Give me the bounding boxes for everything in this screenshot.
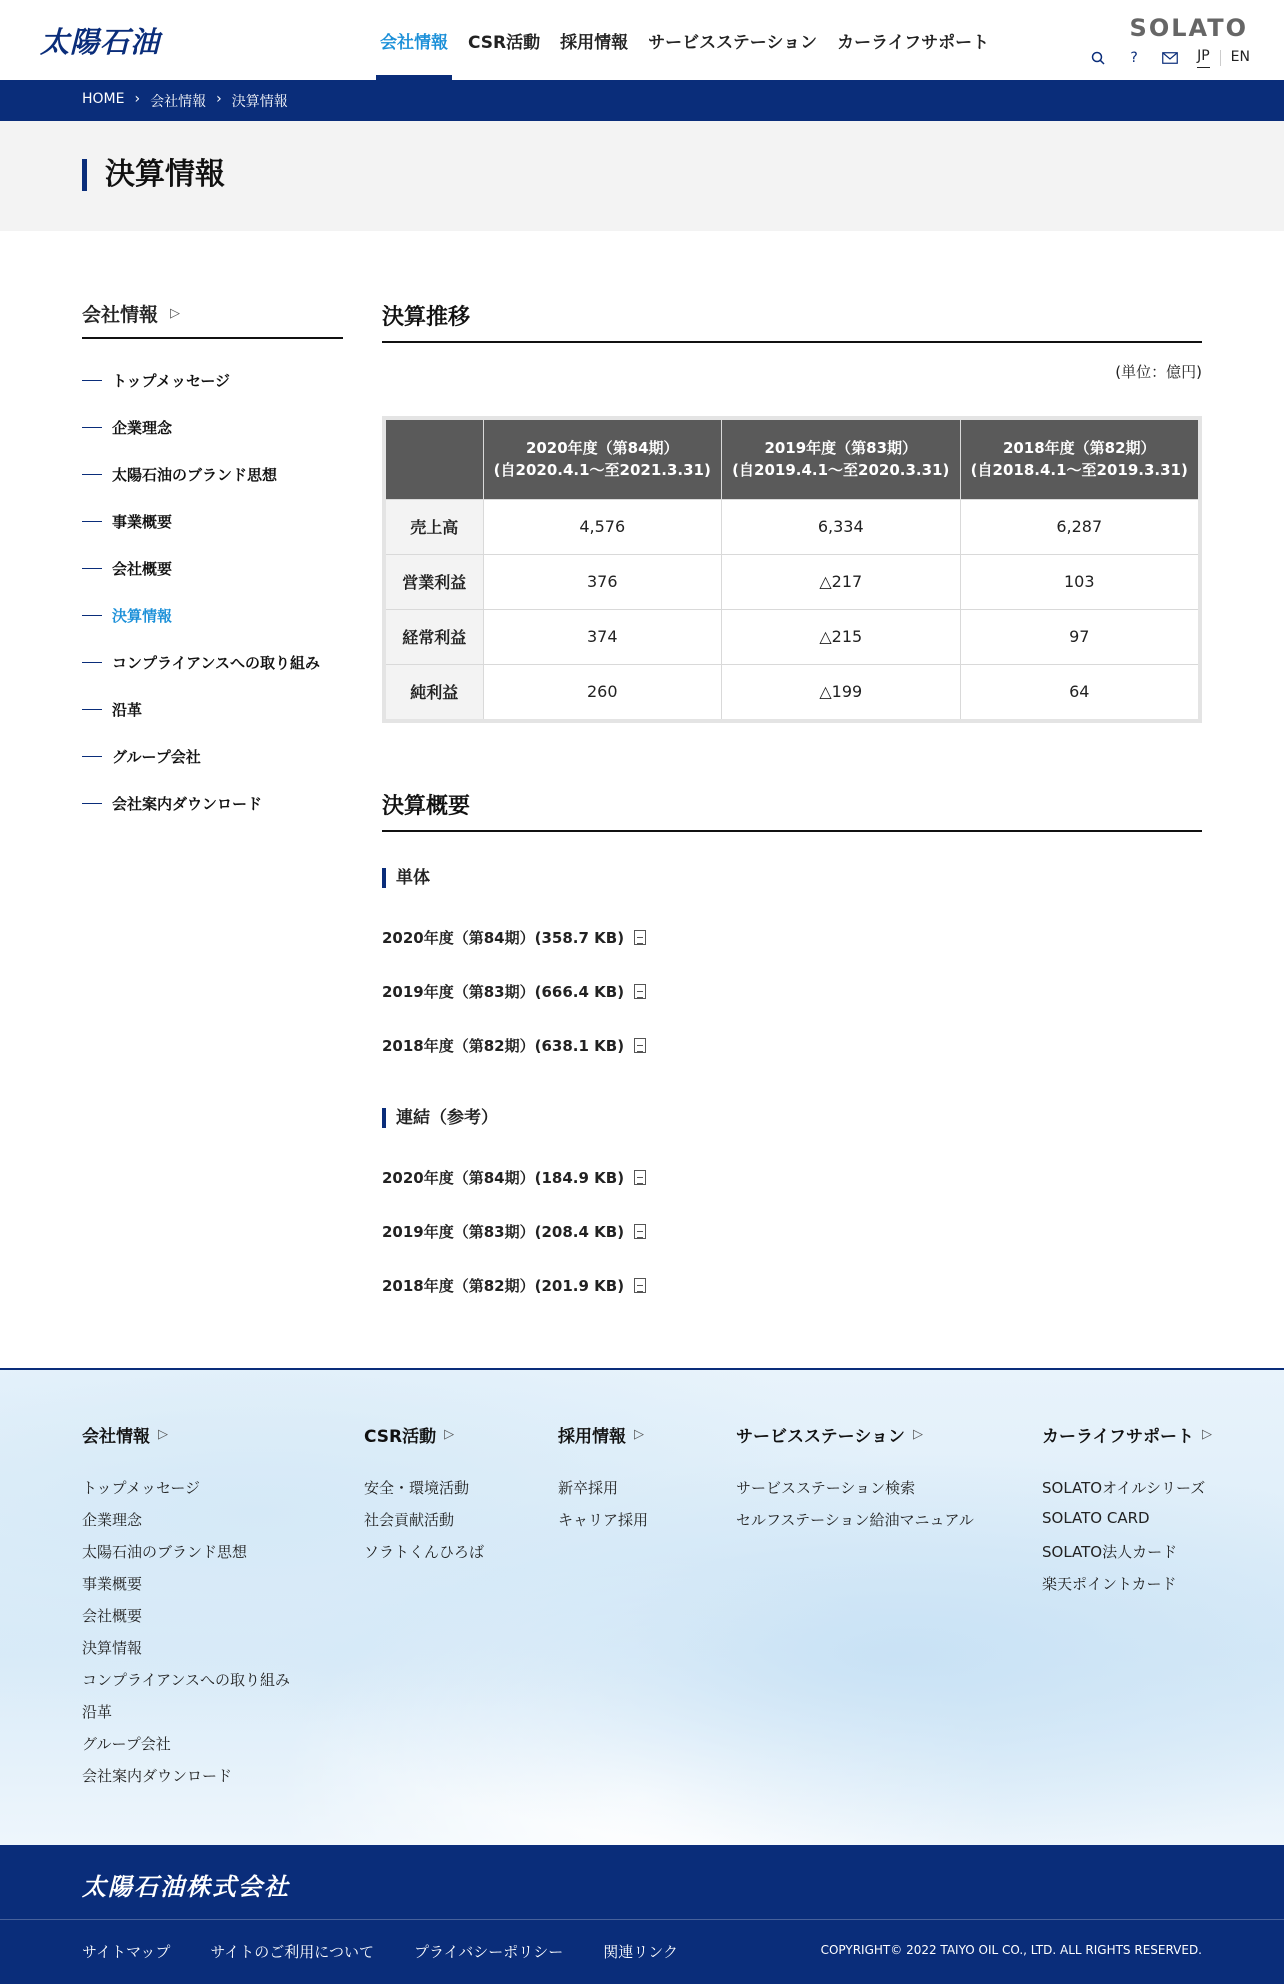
- breadcrumb-company[interactable]: 会社情報: [150, 94, 207, 110]
- sidebar-item[interactable]: [82, 780, 343, 827]
- page-title: 決算情報: [82, 159, 225, 191]
- triangle-right-icon: ▷: [912, 1427, 923, 1442]
- site-logo[interactable]: 太陽石油: [40, 25, 161, 59]
- results-table-wrap: [382, 416, 1202, 723]
- footer-sitemap-link[interactable]: サイトマップ: [82, 1943, 171, 1961]
- gnav-csr[interactable]: CSR活動: [468, 33, 541, 53]
- pdf-download-link[interactable]: [382, 1150, 1202, 1204]
- results-table: [386, 420, 1198, 719]
- solato-logo[interactable]: SOLATO: [1129, 14, 1248, 42]
- table-column-header: [483, 420, 722, 499]
- pdf-icon: [634, 1224, 646, 1239]
- help-icon[interactable]: ?: [1130, 50, 1138, 66]
- chevron-right-icon: ›: [134, 91, 141, 107]
- footer-link[interactable]: グループ会社: [82, 1735, 171, 1753]
- footer-link[interactable]: コンプライアンスへの取り組み: [82, 1671, 291, 1689]
- sidebar-item[interactable]: [82, 451, 343, 498]
- column-year: 2019年度（第83期）: [764, 439, 918, 458]
- global-nav: [370, 0, 999, 80]
- pdf-download-link[interactable]: [382, 964, 1202, 1018]
- pdf-icon: [634, 1278, 646, 1293]
- standalone-heading: 単体: [382, 868, 1202, 888]
- footer-divider: [0, 1919, 1284, 1920]
- sidebar-item[interactable]: [82, 639, 343, 686]
- standalone-download-list: [382, 910, 1202, 1072]
- column-year: 2020年度（第84期）: [525, 439, 679, 458]
- column-year: 2018年度（第82期）: [1002, 439, 1156, 458]
- sidebar-item-label: 沿革: [112, 701, 143, 719]
- table-cell: 260: [483, 664, 722, 719]
- footer-link[interactable]: SOLATO CARD: [1042, 1509, 1150, 1527]
- table-row: [386, 554, 1198, 609]
- footer-link[interactable]: 企業理念: [82, 1511, 143, 1529]
- dash-icon: [82, 427, 102, 428]
- pdf-link-label: 2019年度（第83期）(208.4 KB): [382, 1222, 625, 1241]
- sidebar-item-label: 会社案内ダウンロード: [112, 795, 263, 813]
- footer-heading-label: サービスステーション: [736, 1427, 905, 1447]
- pdf-download-link[interactable]: [382, 1018, 1202, 1072]
- footer-column-service-station: [736, 1422, 974, 1541]
- sidebar-list: [82, 357, 343, 827]
- table-column-header: [960, 420, 1198, 499]
- table-row: [386, 664, 1198, 719]
- table-cell: △217: [722, 554, 961, 609]
- pdf-icon: [634, 1038, 646, 1053]
- table-cell: 6,287: [960, 499, 1198, 554]
- row-label: 純利益: [386, 664, 483, 719]
- row-label: 売上高: [386, 499, 483, 554]
- dash-icon: [82, 709, 102, 710]
- breadcrumb-bar: [0, 80, 1284, 121]
- footer-privacy-link[interactable]: プライバシーポリシー: [414, 1943, 564, 1961]
- dash-icon: [82, 662, 102, 663]
- table-corner-cell: [386, 420, 483, 499]
- breadcrumb-home[interactable]: HOME: [82, 91, 125, 107]
- dash-icon: [82, 756, 102, 757]
- dash-icon: [82, 474, 102, 475]
- footer-link[interactable]: 太陽石油のブランド思想: [82, 1543, 248, 1561]
- footer-utility-links: [82, 1941, 678, 1962]
- footer-terms-link[interactable]: サイトのご利用について: [210, 1943, 375, 1961]
- footer-link[interactable]: SOLATO法人カード: [1042, 1543, 1178, 1561]
- table-row: [386, 499, 1198, 554]
- sidebar-heading-label: 会社情報: [82, 304, 159, 326]
- footer-column-heading[interactable]: [364, 1422, 484, 1447]
- summary-section: [382, 789, 1202, 1312]
- table-cell: 97: [960, 609, 1198, 664]
- copyright: COPYRIGHT© 2022 TAIYO OIL CO., LTD. ALL RIGHTS RESERVED.: [820, 1943, 1202, 1957]
- footer-link-list: [364, 1477, 484, 1573]
- dash-icon: [82, 380, 102, 381]
- sidebar-heading[interactable]: [82, 300, 343, 339]
- sidebar-item-label: グループ会社: [112, 748, 201, 766]
- footer-column-heading[interactable]: [1042, 1422, 1212, 1447]
- footer-link[interactable]: 社会貢献活動: [364, 1511, 455, 1529]
- footer-link-list: [82, 1477, 290, 1797]
- table-row: [386, 609, 1198, 664]
- triangle-right-icon: ▷: [1201, 1427, 1212, 1442]
- footer-link[interactable]: セルフステーション給油マニュアル: [736, 1511, 974, 1529]
- dash-icon: [82, 615, 102, 616]
- footer-link[interactable]: 新卒採用: [558, 1479, 619, 1497]
- footer-column-heading[interactable]: [736, 1422, 974, 1447]
- footer-nav: [0, 1368, 1284, 1845]
- sidebar-item-label: 決算情報: [112, 607, 173, 625]
- main-content: [382, 300, 1202, 1312]
- footer-column-csr: [364, 1422, 484, 1573]
- sidebar-item[interactable]: [82, 545, 343, 592]
- lang-en[interactable]: EN: [1230, 48, 1250, 65]
- sidebar-item-label: トップメッセージ: [112, 372, 231, 390]
- footer-heading-label: 採用情報: [558, 1427, 626, 1447]
- table-cell: 103: [960, 554, 1198, 609]
- triangle-right-icon: ▷: [634, 1427, 644, 1442]
- gnav-company[interactable]: 会社情報: [370, 0, 458, 80]
- sidebar-item[interactable]: [82, 357, 343, 404]
- footer-column-carlife: [1042, 1422, 1212, 1605]
- lang-jp[interactable]: JP: [1197, 48, 1210, 68]
- triangle-right-icon: ▷: [158, 1427, 168, 1442]
- footer-link[interactable]: 事業概要: [82, 1575, 143, 1593]
- header-utilities: [1089, 48, 1250, 68]
- table-cell: 6,334: [722, 499, 961, 554]
- footer-link-list: [1042, 1477, 1212, 1605]
- footer-related-link[interactable]: 関連リンク: [603, 1943, 678, 1961]
- sidebar-item[interactable]: [82, 733, 343, 780]
- results-section-title: 決算推移: [382, 300, 1202, 343]
- breadcrumb-current: 決算情報: [231, 94, 288, 110]
- mail-icon[interactable]: [1161, 49, 1179, 67]
- pdf-download-link[interactable]: [382, 910, 1202, 964]
- pdf-link-label: 2018年度（第82期）(201.9 KB): [382, 1276, 625, 1295]
- dash-icon: [82, 568, 102, 569]
- pdf-link-label: 2020年度（第84期）(184.9 KB): [382, 1168, 625, 1187]
- table-cell: △199: [722, 664, 961, 719]
- pdf-icon: [634, 984, 646, 999]
- sidebar-item[interactable]: [82, 404, 343, 451]
- table-cell: 64: [960, 664, 1198, 719]
- sidebar-item[interactable]: [82, 498, 343, 545]
- lang-divider: [1220, 50, 1221, 66]
- footer-link[interactable]: 楽天ポイントカード: [1042, 1575, 1177, 1593]
- footer-heading-label: CSR活動: [364, 1427, 437, 1447]
- footer-link[interactable]: SOLATOオイルシリーズ: [1042, 1479, 1206, 1497]
- gnav-recruit[interactable]: 採用情報: [560, 33, 629, 53]
- sidebar-item[interactable]: [82, 686, 343, 733]
- footer-bottom: [0, 1845, 1284, 1984]
- sidebar-item-label: 太陽石油のブランド思想: [112, 466, 278, 484]
- pdf-link-label: 2019年度（第83期）(666.4 KB): [382, 982, 625, 1001]
- pdf-download-link[interactable]: [382, 1204, 1202, 1258]
- triangle-right-icon: ▷: [444, 1427, 455, 1442]
- sidebar-item-label: 会社概要: [112, 560, 173, 578]
- chevron-right-icon: ›: [216, 91, 222, 107]
- consolidated-heading: 連結（参考）: [382, 1108, 1202, 1128]
- breadcrumb: [82, 91, 288, 111]
- column-period: (自2020.4.1〜至2021.3.31): [493, 461, 711, 480]
- pdf-link-label: 2020年度（第84期）(358.7 KB): [382, 928, 625, 947]
- footer-link[interactable]: 決算情報: [82, 1639, 143, 1657]
- row-label: 営業利益: [386, 554, 483, 609]
- dash-icon: [82, 521, 102, 522]
- footer-link[interactable]: ソラトくんひろば: [364, 1543, 485, 1561]
- column-period: (自2018.4.1〜至2019.3.31): [970, 461, 1188, 480]
- page-title-band: [0, 121, 1284, 231]
- footer-column-company: [82, 1422, 290, 1797]
- company-logo[interactable]: 太陽石油株式会社: [82, 1873, 290, 1901]
- table-cell: 374: [483, 609, 722, 664]
- table-column-header: [722, 420, 961, 499]
- pdf-download-link[interactable]: [382, 1258, 1202, 1312]
- footer-link[interactable]: 会社案内ダウンロード: [82, 1767, 233, 1785]
- sidebar-item-active[interactable]: [82, 592, 343, 639]
- table-cell: △215: [722, 609, 961, 664]
- column-period: (自2019.4.1〜至2020.3.31): [732, 461, 950, 480]
- footer-link[interactable]: 安全・環境活動: [364, 1479, 470, 1497]
- footer-column-recruit: [558, 1422, 648, 1541]
- footer-link-list: [558, 1477, 648, 1541]
- consolidated-download-list: [382, 1150, 1202, 1312]
- sidebar-item-label: コンプライアンスへの取り組み: [112, 654, 321, 672]
- gnav-carlife[interactable]: カーライフサポート: [837, 33, 990, 53]
- table-header-row: [386, 420, 1198, 499]
- gnav-service-station[interactable]: サービスステーション: [648, 33, 818, 53]
- footer-link[interactable]: 沿革: [82, 1703, 113, 1721]
- summary-section-title: 決算概要: [382, 789, 1202, 832]
- sidebar: [82, 300, 343, 827]
- footer-heading-label: 会社情報: [82, 1427, 150, 1447]
- footer-link[interactable]: 会社概要: [82, 1607, 143, 1625]
- unit-note: (単位：億円): [1115, 363, 1202, 381]
- footer-link[interactable]: サービスステーション検索: [736, 1479, 916, 1497]
- triangle-right-icon: ▷: [170, 306, 181, 321]
- footer-column-heading[interactable]: [558, 1422, 648, 1447]
- footer-heading-label: カーライフサポート: [1042, 1427, 1194, 1447]
- pdf-icon: [634, 930, 646, 945]
- site-header: [0, 0, 1284, 80]
- table-cell: 4,576: [483, 499, 722, 554]
- table-cell: 376: [483, 554, 722, 609]
- row-label: 経常利益: [386, 609, 483, 664]
- footer-link-list: [736, 1477, 974, 1541]
- footer-link[interactable]: トップメッセージ: [82, 1479, 201, 1497]
- pdf-icon: [634, 1170, 646, 1185]
- sidebar-item-label: 企業理念: [112, 419, 173, 437]
- search-icon[interactable]: [1089, 49, 1107, 67]
- dash-icon: [82, 803, 102, 804]
- pdf-link-label: 2018年度（第82期）(638.1 KB): [382, 1036, 625, 1055]
- footer-column-heading[interactable]: [82, 1422, 290, 1447]
- sidebar-item-label: 事業概要: [112, 513, 173, 531]
- footer-link[interactable]: キャリア採用: [558, 1511, 649, 1529]
